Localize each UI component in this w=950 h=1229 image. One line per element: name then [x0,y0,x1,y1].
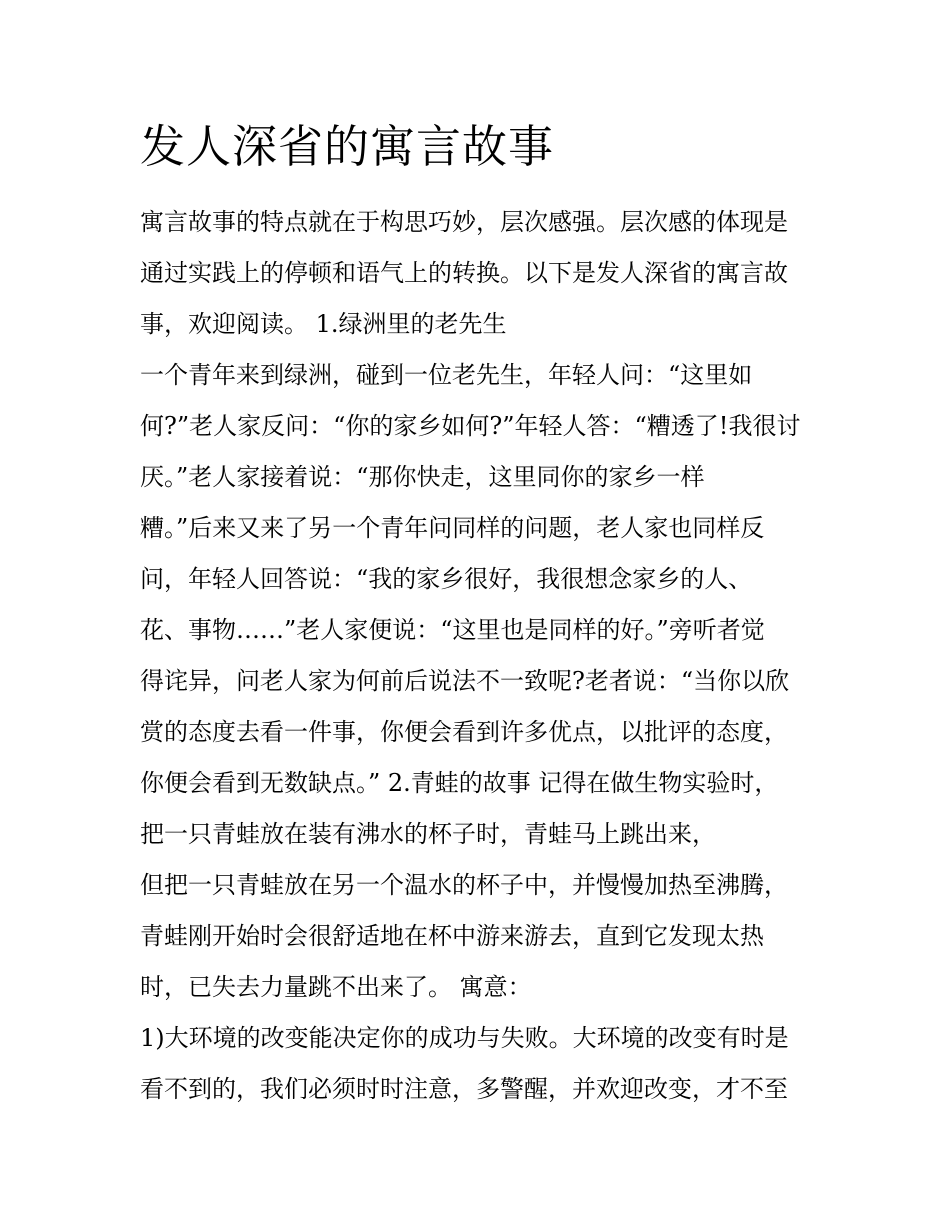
page-title: 发人深省的寓言故事 [140,120,555,173]
text-line: 一个青年来到绿洲，碰到一位老先生，年轻人问：“这里如 [140,361,753,389]
text-line: 事，欢迎阅读。 1.绿洲里的老先生 [140,310,507,338]
text-line: 厌。”老人家接着说：“那你快走，这里同你的家乡一样 [140,463,705,491]
text-line: 得诧异，问老人家为何前后说法不一致呢?老者说：“当你以欣 [140,667,790,695]
text-line: 看不到的，我们必须时时注意，多警醒，并欢迎改变，才不至 [140,1075,788,1103]
text-line: 把一只青蛙放在装有沸水的杯子时，青蛙马上跳出来， [140,820,716,848]
text-line: 时，已失去力量跳不出来了。 寓意： [140,973,532,1001]
text-line: 1)大环境的改变能决定你的成功与失败。大环境的改变有时是 [140,1024,789,1052]
text-line: 寓言故事的特点就在于构思巧妙，层次感强。层次感的体现是 [140,208,788,236]
text-line: 糟。”后来又来了另一个青年问同样的问题，老人家也同样反 [140,514,765,542]
text-line: 花、事物……”老人家便说：“这里也是同样的好。”旁听者觉 [140,616,765,644]
text-line: 你便会看到无数缺点。” 2.青蛙的故事 记得在做生物实验时， [140,769,779,797]
text-line: 但把一只青蛙放在另一个温水的杯子中，并慢慢加热至沸腾， [140,871,788,899]
text-line: 赏的态度去看一件事，你便会看到许多优点，以批评的态度， [140,718,788,746]
text-line: 青蛙刚开始时会很舒适地在杯中游来游去，直到它发现太热 [140,922,764,950]
text-line: 通过实践上的停顿和语气上的转换。以下是发人深省的寓言故 [140,259,788,287]
text-line: 问，年轻人回答说：“我的家乡很好，我很想念家乡的人、 [140,565,753,593]
text-line: 何?”老人家反问：“你的家乡如何?”年轻人答：“糟透了!我很讨 [140,412,801,440]
